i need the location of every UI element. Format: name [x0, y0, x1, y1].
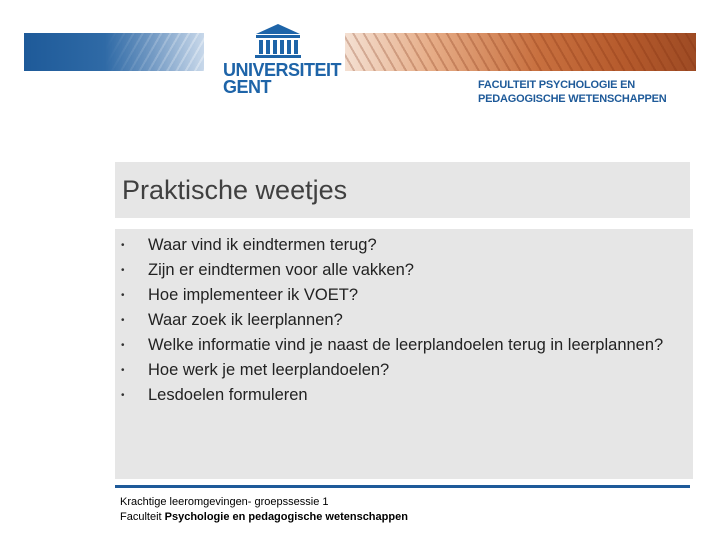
- bullet-item: [115, 308, 675, 333]
- bullet-item: [115, 283, 675, 308]
- footer-line-2: [120, 510, 408, 525]
- content-box: [115, 229, 693, 479]
- bullet-dot-icon: •: [121, 240, 125, 251]
- footer-divider: [115, 485, 690, 488]
- bullet-dot-icon: •: [121, 265, 125, 276]
- bullet-item: [115, 333, 675, 358]
- bullet-text: Hoe werk je met leerplandoelen?: [148, 361, 390, 379]
- header-banner-right: [345, 33, 696, 71]
- logo-line-1: UNIVERSITEIT: [223, 60, 342, 80]
- bullet-text: Waar vind ik eindtermen terug?: [148, 236, 377, 254]
- footer-prefix: Faculteit: [120, 511, 165, 523]
- slide-title: Praktische weetjes: [122, 175, 348, 205]
- slide-footer: [120, 495, 408, 525]
- bullet-dot-icon: •: [121, 290, 125, 301]
- faculty-name: [478, 78, 667, 106]
- bullet-list: [115, 233, 675, 408]
- faculty-line-1: FACULTEIT PSYCHOLOGIE EN: [478, 79, 635, 91]
- bullet-item: [115, 258, 675, 283]
- bullet-text: Lesdoelen formuleren: [148, 386, 308, 404]
- bullet-item: [115, 358, 675, 383]
- bullet-text: Hoe implementeer ik VOET?: [148, 286, 358, 304]
- bullet-item: [115, 233, 675, 258]
- title-bar: [115, 162, 690, 218]
- bullet-text: Waar zoek ik leerplannen?: [148, 311, 343, 329]
- bullet-item: [115, 383, 675, 408]
- bullet-text: Welke informatie vind je naast de leerplandoelen terug in leerplannen?: [148, 336, 664, 354]
- bullet-dot-icon: •: [121, 340, 125, 351]
- bullet-dot-icon: •: [121, 315, 125, 326]
- faculty-line-2: PEDAGOGISCHE WETENSCHAPPEN: [478, 93, 667, 105]
- bullet-dot-icon: •: [121, 365, 125, 376]
- logo-line-2: GENT: [223, 77, 272, 97]
- bullet-text: Zijn er eindtermen voor alle vakken?: [148, 261, 414, 279]
- footer-line-1: Krachtige leeromgevingen- groepssessie 1: [120, 496, 329, 508]
- university-building-icon: [252, 22, 304, 62]
- header-banner-left: [24, 33, 204, 71]
- footer-bold: Psychologie en pedagogische wetenschappen: [164, 511, 408, 523]
- bullet-dot-icon: •: [121, 390, 125, 401]
- university-logo: [218, 22, 342, 97]
